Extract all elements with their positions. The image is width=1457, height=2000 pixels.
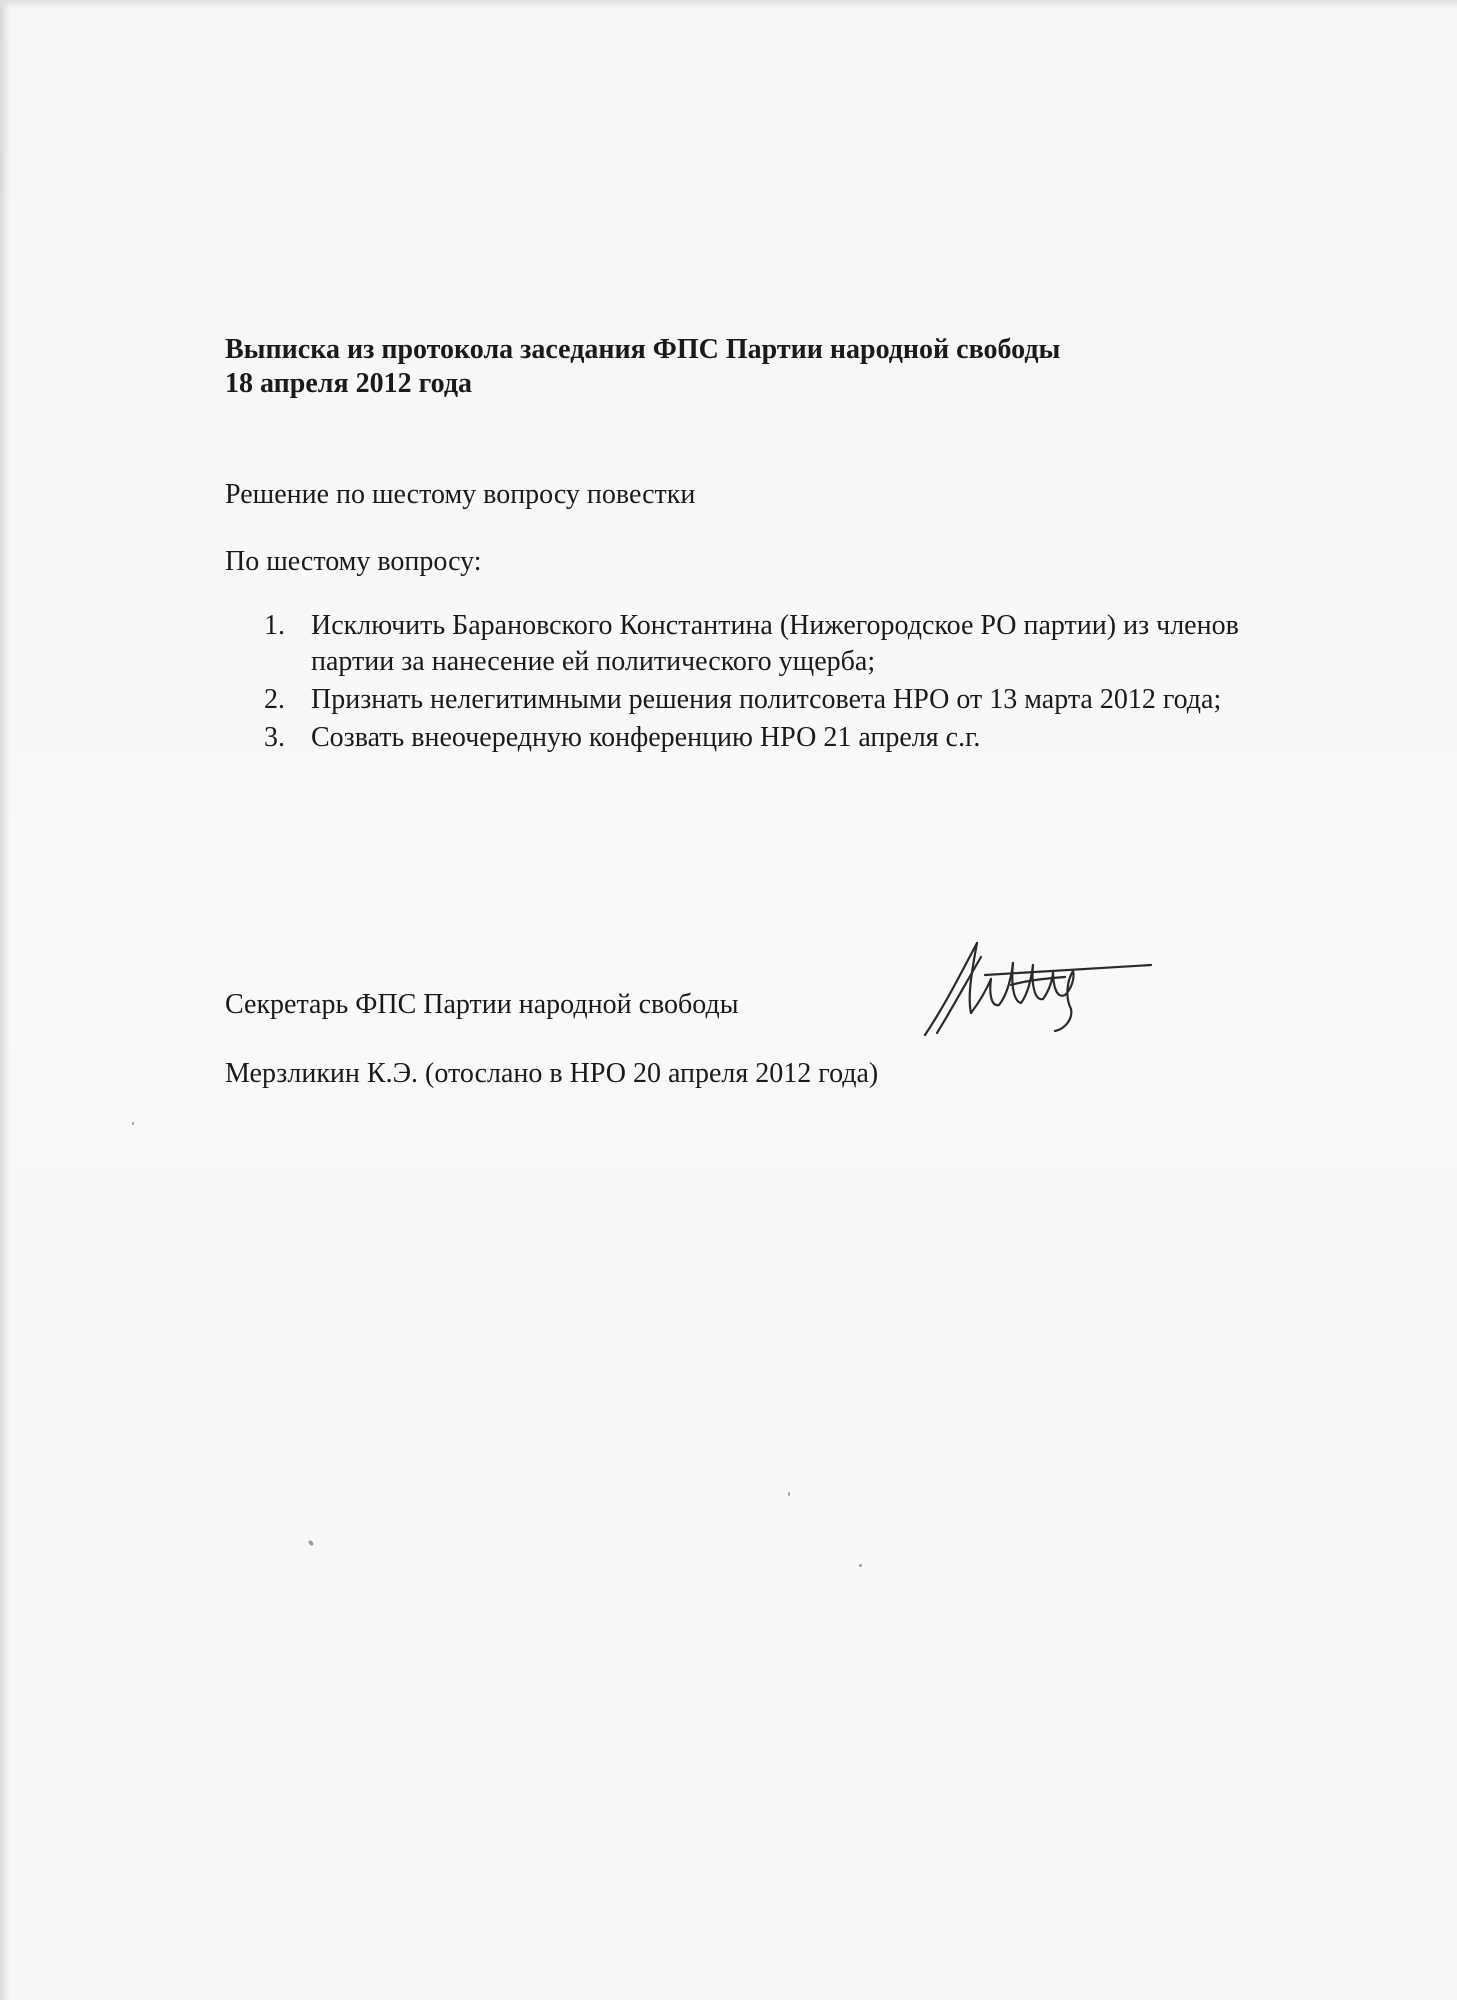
signer-role: Секретарь ФПС Партии народной свободы: [225, 989, 739, 1020]
title-line-2: 18 апреля 2012 года: [225, 368, 472, 399]
paper-speck: [308, 1539, 315, 1546]
paper-speck: [788, 1492, 790, 1496]
list-item: [264, 720, 1314, 756]
list-item-text: Признать нелегитимными решения политсовета НРО от 13 марта 2012 года;: [311, 684, 1222, 715]
signer-name: Мерзликин К.Э. (отослано в НРО 20 апреля 2012 года): [225, 1058, 879, 1089]
list-item-text: Созвать внеочередную конференцию НРО 21 апреля с.г.: [311, 722, 981, 753]
title-line-1: Выписка из протокола заседания ФПС Партии народной свободы: [225, 334, 1061, 365]
list-item: [264, 682, 1314, 718]
document-title: [225, 333, 1060, 401]
paper-shadow-top: [0, 0, 1457, 8]
decision-list: [264, 608, 1314, 758]
list-item-number: 3.: [264, 722, 285, 753]
list-item-number: 2.: [264, 684, 285, 715]
paper-speck: [859, 1564, 862, 1567]
handwritten-signature-icon: [915, 935, 1155, 1045]
paper-shadow-left: [0, 0, 10, 2000]
decision-intro: По шестому вопросу:: [225, 546, 482, 577]
decision-subject: Решение по шестому вопросу повестки: [225, 479, 696, 510]
list-item-text: Исключить Барановского Константина (Нижегородское РО партии) из членов партии за нанесение ей политического ущерба;: [311, 610, 1239, 677]
paper-speck: [132, 1122, 134, 1125]
list-item: [264, 608, 1314, 680]
list-item-number: 1.: [264, 610, 285, 641]
